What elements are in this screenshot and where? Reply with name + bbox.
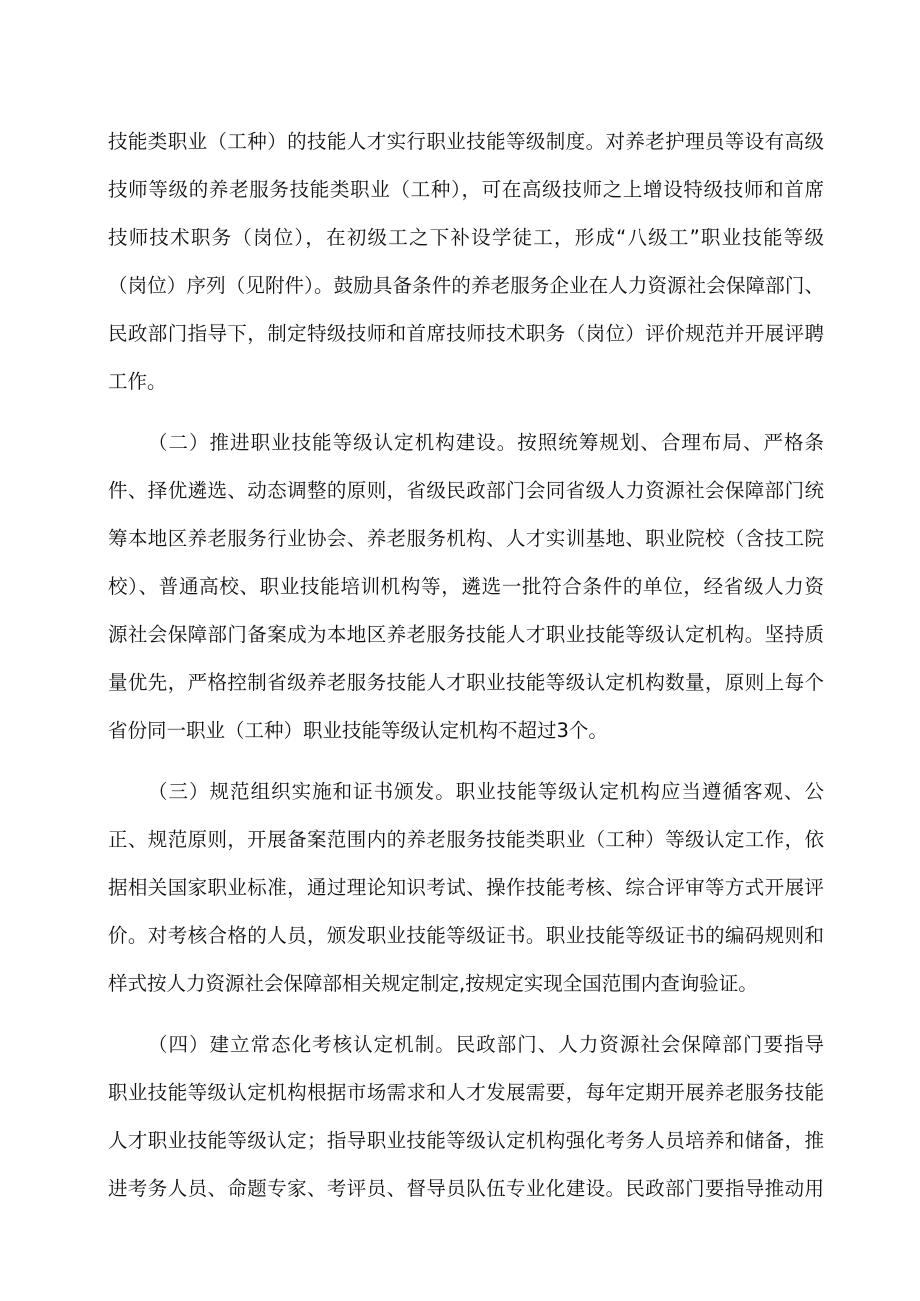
paragraph-gap xyxy=(108,755,824,768)
text-line: 人才职业技能等级认定；指导职业技能等级认定机构强化考务人员培养和储备，推 xyxy=(108,1129,824,1152)
paragraph-normalized-assessment xyxy=(108,1021,824,1213)
text-line: 省份同一职业（工种）职业技能等级认定机构不超过3个。 xyxy=(108,719,608,742)
text-line: （岗位）序列（见附件）。鼓励具备条件的养老服务企业在人力资源社会保障部门、 xyxy=(108,274,824,297)
text-line: 职业技能等级认定机构根据市场需求和人才发展需要，每年定期开展养老服务技能 xyxy=(108,1081,824,1104)
text-line: 技能类职业（工种）的技能人才实行职业技能等级制度。对养老护理员等设有高级 xyxy=(108,130,824,153)
text-line: 源社会保障部门备案成为本地区养老服务技能人才职业技能等级认定机构。坚持质 xyxy=(108,623,824,646)
text-line: （三）规范组织实施和证书颁发。职业技能等级认定机构应当遵循客观、公 xyxy=(148,780,824,803)
paragraph-gap xyxy=(108,1008,824,1021)
text-line: 技师技术职务（岗位），在初级工之下补设学徒工，形成“八级工”职业技能等级 xyxy=(108,226,824,249)
text-line: 据相关国家职业标准，通过理论知识考试、操作技能考核、综合评审等方式开展评 xyxy=(108,876,824,899)
paragraph-gap xyxy=(108,406,824,419)
text-line: 技师等级的养老服务技能类职业（工种），可在高级技师之上增设特级技师和首席 xyxy=(108,178,824,201)
text-line: 量优先，严格控制省级养老服务技能人才职业技能等级认定机构数量，原则上每个 xyxy=(108,671,824,694)
body-text xyxy=(108,118,824,1213)
text-line: 民政部门指导下，制定特级技师和首席技师技术职务（岗位）评价规范并开展评聘 xyxy=(108,322,824,345)
text-line: 工作。 xyxy=(108,370,167,393)
text-line: （四）建立常态化考核认定机制。民政部门、人力资源社会保障部门要指导 xyxy=(148,1033,824,1056)
text-line: 样式按人力资源社会保障部相关规定制定,按规定实现全国范围内查询验证。 xyxy=(108,972,758,995)
text-line: 进考务人员、命题专家、考评员、督导员队伍专业化建设。民政部门要指导推动用 xyxy=(108,1177,824,1200)
paragraph-certification-institutions xyxy=(108,419,824,755)
paragraph-implementation-certificates xyxy=(108,768,824,1008)
paragraph-grading-system xyxy=(108,118,824,406)
text-line: （二）推进职业技能等级认定机构建设。按照统筹规划、合理布局、严格条 xyxy=(148,431,824,454)
text-line: 件、择优遴选、动态调整的原则，省级民政部门会同省级人力资源社会保障部门统 xyxy=(108,479,824,502)
text-line: 校）、普通高校、职业技能培训机构等，遴选一批符合条件的单位，经省级人力资 xyxy=(108,575,824,598)
text-line: 价。对考核合格的人员，颁发职业技能等级证书。职业技能等级证书的编码规则和 xyxy=(108,924,824,947)
text-line: 筹本地区养老服务行业协会、养老服务机构、人才实训基地、职业院校（含技工院 xyxy=(108,527,824,550)
text-line: 正、规范原则，开展备案范围内的养老服务技能类职业（工种）等级认定工作，依 xyxy=(108,828,824,851)
